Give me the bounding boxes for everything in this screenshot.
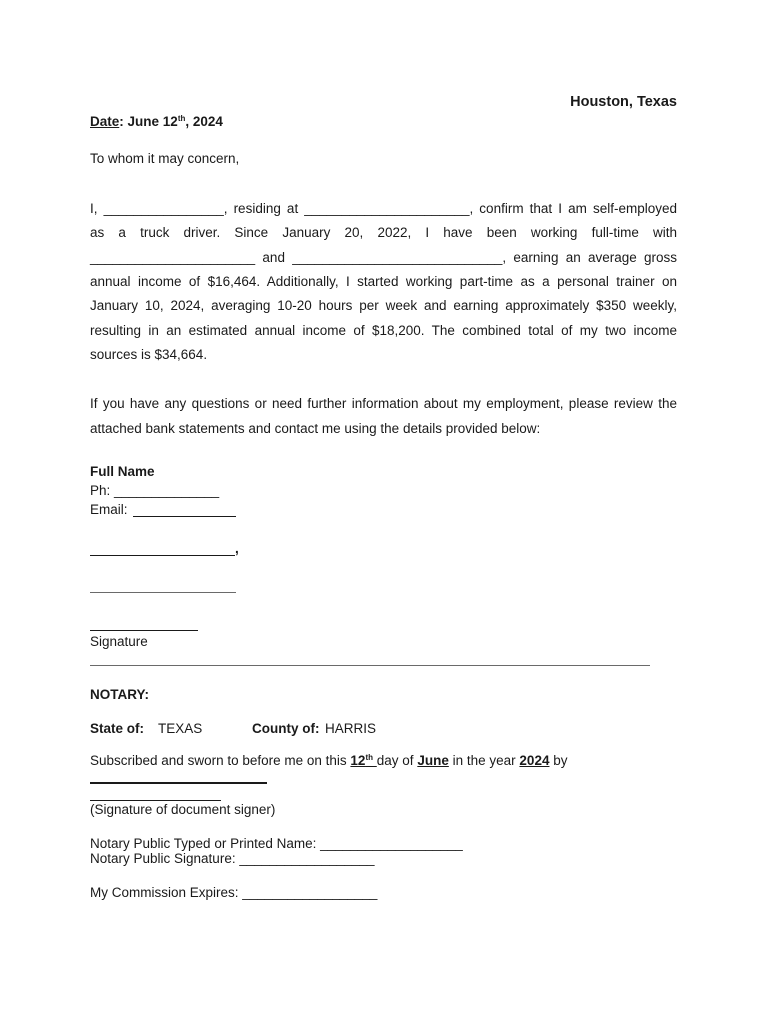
date-line xyxy=(90,114,223,129)
date-year: , 2024 xyxy=(185,114,223,129)
notary-signature: Notary Public Signature: __________________ xyxy=(90,851,375,866)
sworn-month: June xyxy=(417,753,449,768)
notary-heading: NOTARY: xyxy=(90,687,149,702)
section-divider xyxy=(90,665,650,666)
county-label: County of: xyxy=(252,721,320,736)
full-name-label: Full Name xyxy=(90,464,155,479)
signer-signature-blank-line xyxy=(90,800,221,801)
location-heading: Houston, Texas xyxy=(570,94,677,110)
state-value: TEXAS xyxy=(158,721,203,736)
signature-blank-line xyxy=(90,630,198,631)
sworn-year: 2024 xyxy=(519,753,550,768)
sworn-day: 12th xyxy=(350,753,374,768)
commission-expires: My Commission Expires: __________________ xyxy=(90,885,378,900)
state-label: State of: xyxy=(90,721,144,736)
date-label: Date xyxy=(90,114,120,129)
body-line: as a truck driver. Since January 20, 2022, I have been working full-time with xyxy=(90,225,677,240)
sworn-statement xyxy=(90,753,568,768)
blank-line-comma: , xyxy=(235,541,239,556)
sworn-mid1: day of xyxy=(376,753,414,768)
sworn-mid2: in the year xyxy=(452,753,516,768)
body-line: ______________________ and ____________________________, earning an average gross xyxy=(90,250,677,265)
county-value: HARRIS xyxy=(325,721,377,736)
email-blank-line xyxy=(133,516,236,517)
blank-line xyxy=(90,555,235,556)
notary-typed-name: Notary Public Typed or Printed Name: ___________________ xyxy=(90,836,463,851)
date-month-day: June 12 xyxy=(127,114,178,129)
phone-label: Ph: ______________ xyxy=(90,483,220,498)
body-line: annual income of $16,464. Additionally, I started working part-time as a personal trainer on xyxy=(90,274,677,289)
sworn-day-suffix: th xyxy=(365,753,374,762)
body-line: sources is $34,664. xyxy=(90,347,208,362)
date-colon: : xyxy=(119,114,124,129)
sworn-by: by xyxy=(553,753,568,768)
email-label: Email: xyxy=(90,502,128,517)
body-line: I, ________________, residing at ______________________, confirm that I am self-employed xyxy=(90,201,677,216)
sworn-prefix: Subscribed and sworn to before me on this xyxy=(90,753,347,768)
body-line: resulting in an estimated annual income of $18,200. The combined total of my two income xyxy=(90,323,677,338)
signature-label: Signature xyxy=(90,634,148,649)
salutation: To whom it may concern, xyxy=(90,151,240,166)
date-ordinal-suffix: th xyxy=(177,114,186,123)
contact-line: If you have any questions or need further information about my employment, please review the xyxy=(90,396,677,411)
signer-caption: (Signature of document signer) xyxy=(90,802,276,817)
contact-line: attached bank statements and contact me using the details provided below: xyxy=(90,421,541,436)
signer-name-blank-line xyxy=(90,782,267,784)
blank-line xyxy=(90,592,236,593)
body-line: January 10, 2024, averaging 10-20 hours per week and earning approximately $350 weekly, xyxy=(90,298,677,313)
